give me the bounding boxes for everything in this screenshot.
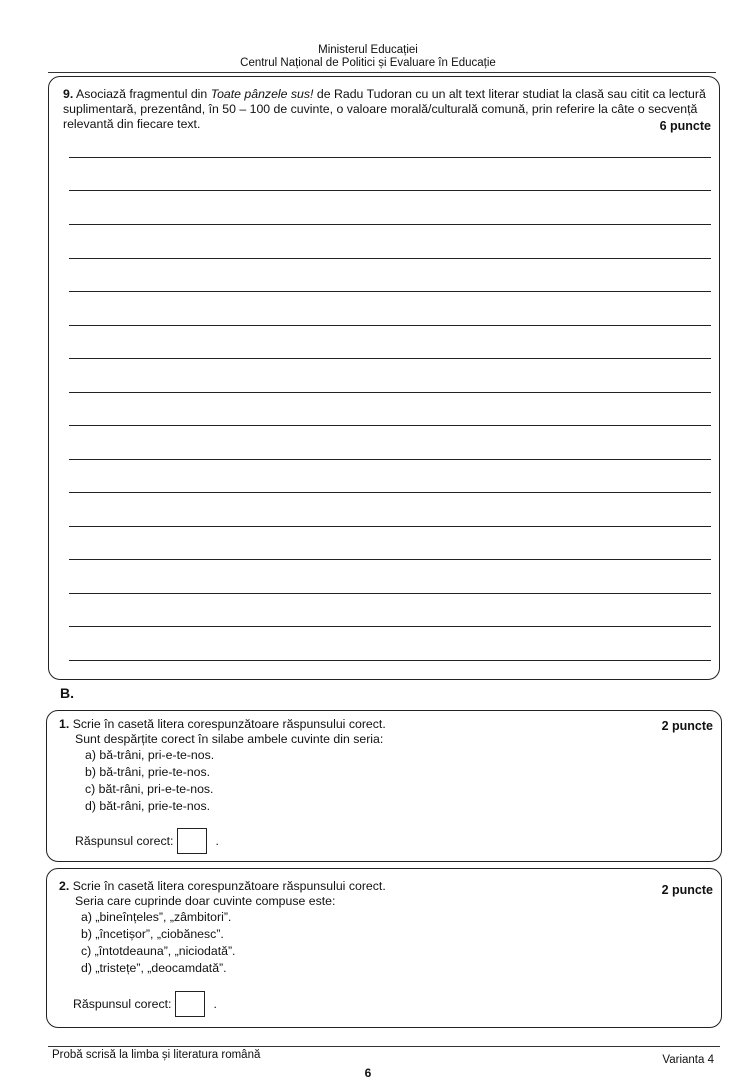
question-b1-prompt: Sunt despărțite corect în silabe ambele cuvinte din seria: (75, 732, 384, 746)
header-divider (48, 72, 716, 73)
question-9-text-after: de Radu Tudoran cu un alt text literar studiat la clasă sau citit ca lectură suplimentară, prezentând, în 50 – 100 de cuvinte, o valoare morală/culturală comună, prin referire la câte o secvență relevantă din fiecare text. (63, 87, 706, 131)
question-b1-box (46, 710, 722, 862)
option-a: a) „bineînțeles”, „zâmbitori”. (81, 910, 232, 924)
section-b-label: B. (60, 685, 74, 701)
page-header (0, 44, 736, 70)
answer-line[interactable] (69, 224, 711, 225)
option-c: c) băt-râni, pri-e-te-nos. (85, 782, 214, 796)
question-b2-instruction-text: Scrie în casetă litera corespunzătoare răspunsului corect. (72, 879, 386, 893)
question-b2-instruction (59, 879, 599, 894)
question-b1-instruction-text: Scrie în casetă litera corespunzătoare răspunsului corect. (72, 717, 386, 731)
option-b: b) „încetișor”, „ciobănesc”. (81, 927, 224, 941)
question-b2-prompt: Seria care cuprinde doar cuvinte compuse este: (75, 894, 336, 908)
question-9-box (48, 76, 720, 680)
question-9-text (63, 87, 713, 132)
answer-line[interactable] (69, 459, 711, 460)
question-b1-options (85, 747, 214, 815)
question-b2-points: 2 puncte (661, 883, 713, 897)
option-b: b) bă-trâni, prie-te-nos. (85, 765, 211, 779)
option-d: d) băt-râni, prie-te-nos. (85, 799, 211, 813)
answer-line[interactable] (69, 358, 711, 359)
center-name: Centrul Național de Politici și Evaluare în Educație (240, 57, 496, 69)
answer-box[interactable] (175, 991, 205, 1017)
question-b1-answer: Răspunsul corect: . (75, 828, 219, 854)
footer-exam-name: Probă scrisă la limba și literatura română (52, 1049, 261, 1061)
answer-line[interactable] (69, 660, 711, 661)
page-number: 6 (364, 1066, 372, 1080)
question-b2-number: 2. (59, 879, 70, 893)
answer-line[interactable] (69, 425, 711, 426)
question-b2-options (81, 909, 235, 977)
answer-box[interactable] (177, 828, 207, 854)
answer-line[interactable] (69, 157, 711, 158)
answer-line[interactable] (69, 325, 711, 326)
question-b2-box (46, 868, 722, 1028)
answer-line[interactable] (69, 258, 711, 259)
answer-label: Răspunsul corect: (75, 834, 174, 848)
question-b1-points: 2 puncte (661, 719, 713, 733)
answer-line[interactable] (69, 559, 711, 560)
question-9-points: 6 puncte (659, 119, 711, 133)
option-a: a) bă-trâni, pri-e-te-nos. (85, 748, 215, 762)
question-b2-answer: Răspunsul corect: . (73, 991, 217, 1017)
footer-variant: Varianta 4 (662, 1054, 714, 1066)
answer-line[interactable] (69, 626, 711, 627)
answer-line[interactable] (69, 492, 711, 493)
answer-line[interactable] (69, 526, 711, 527)
answer-label: Răspunsul corect: (73, 997, 172, 1011)
question-9-text-before: Asociază fragmentul din (76, 87, 208, 101)
question-9-number: 9. (63, 87, 74, 101)
option-d: d) „tristețe”, „deocamdată”. (81, 961, 227, 975)
answer-line[interactable] (69, 392, 711, 393)
question-b1-number: 1. (59, 717, 70, 731)
answer-line[interactable] (69, 291, 711, 292)
ministry-name: Ministerul Educației (318, 44, 418, 56)
footer-divider (48, 1046, 720, 1047)
answer-line[interactable] (69, 593, 711, 594)
question-9-work-title: Toate pânzele sus! (210, 87, 314, 101)
option-c: c) „întotdeauna”, „niciodată”. (81, 944, 236, 958)
question-b1-instruction (59, 717, 599, 732)
answer-line[interactable] (69, 190, 711, 191)
